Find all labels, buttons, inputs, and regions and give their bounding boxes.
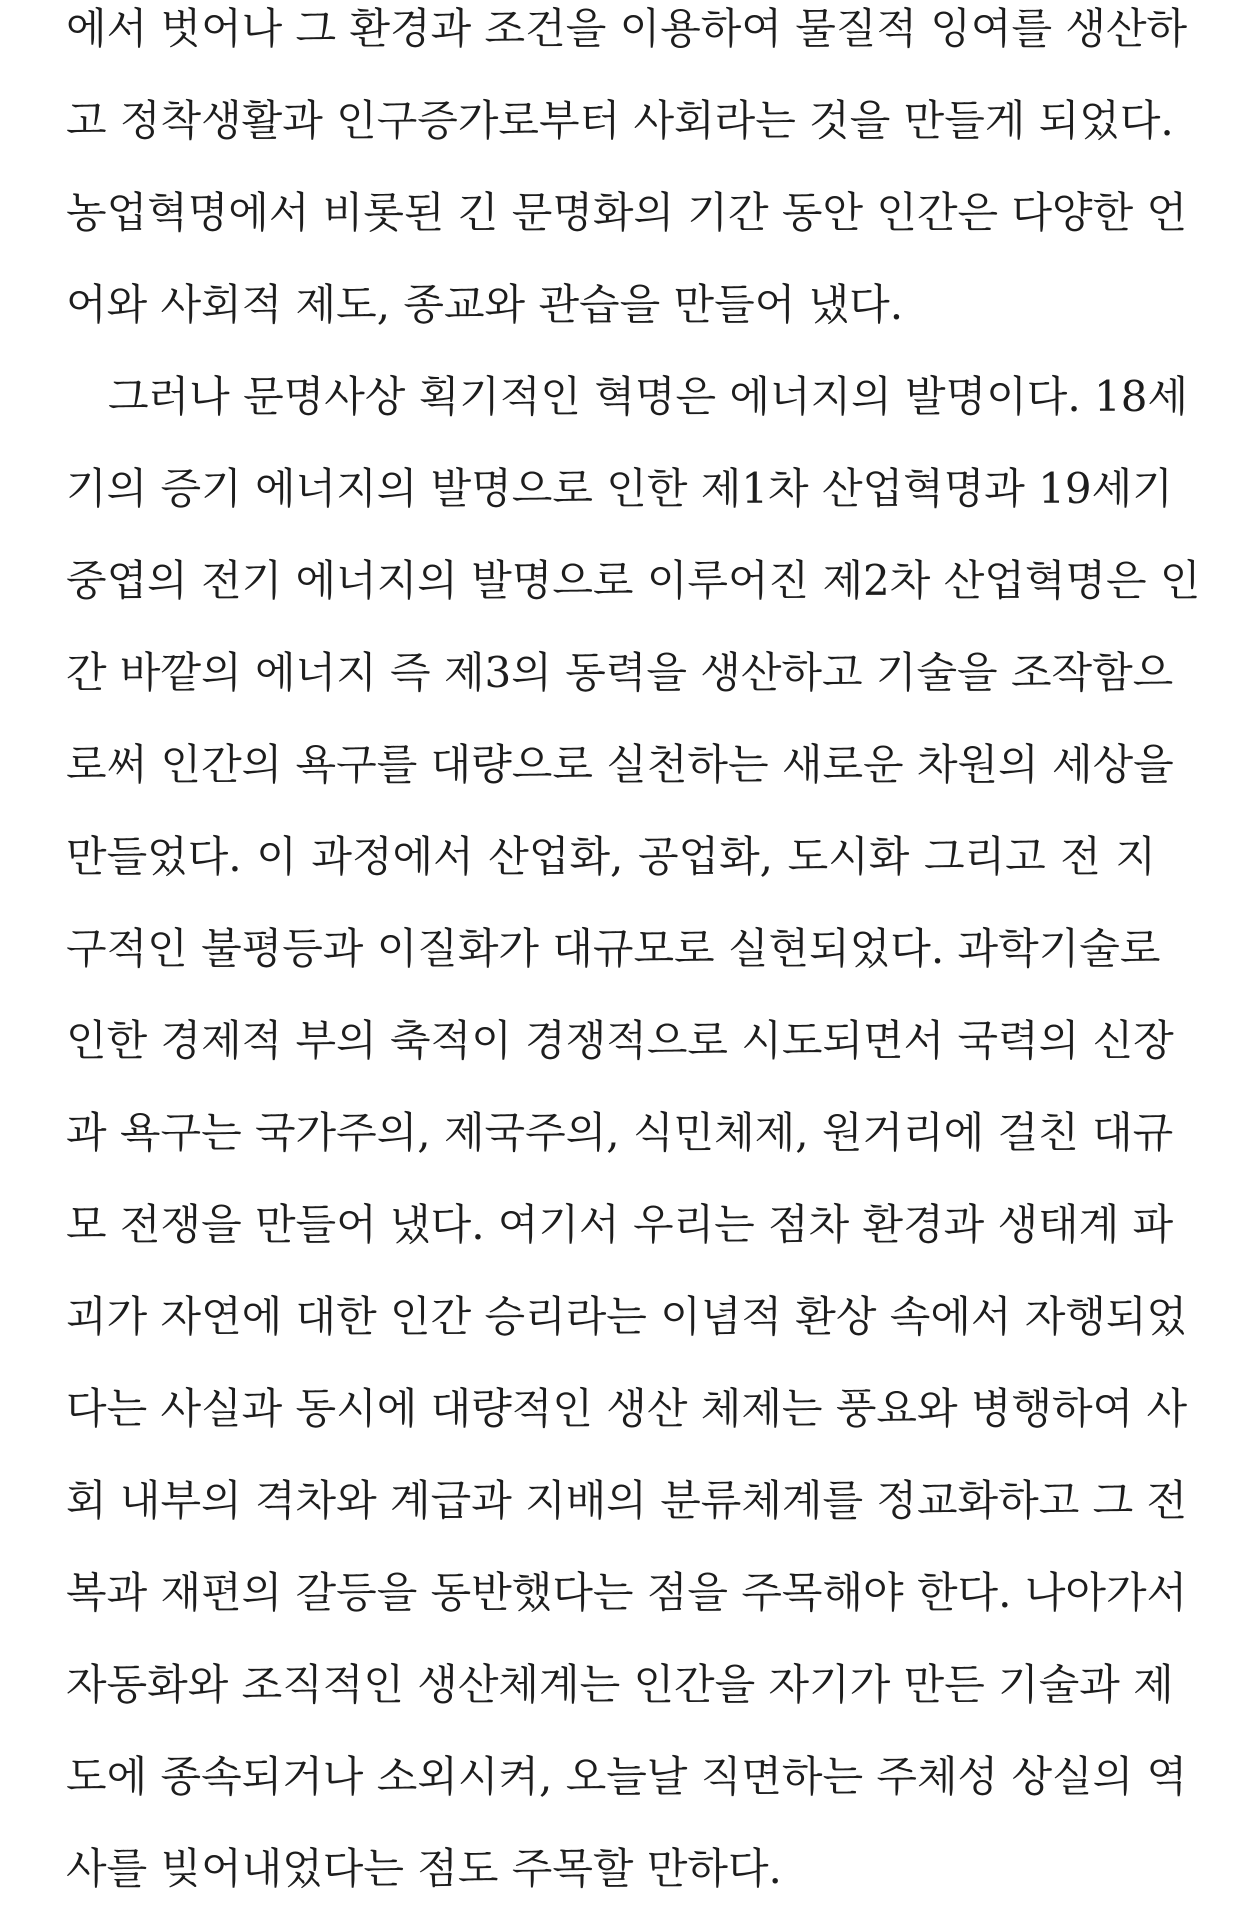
text-line-7: 중엽의 전기 에너지의 발명으로 이루어진 제2차 산업혁명은 인 [66,556,1201,605]
text-line-6: 기의 증기 에너지의 발명으로 인한 제1차 산업혁명과 19세기 [66,464,1173,513]
text-line-17: 회 내부의 격차와 계급과 지배의 분류체계를 정교화하고 그 전 [66,1476,1188,1525]
text-line-10: 만들었다. 이 과정에서 산업화, 공업화, 도시화 그리고 전 지 [66,832,1156,881]
text-line-14: 모 전쟁을 만들어 냈다. 여기서 우리는 점차 환경과 생태계 파 [66,1200,1174,1249]
text-line-5: 그러나 문명사상 획기적인 혁명은 에너지의 발명이다. 18세 [108,372,1189,421]
body-text [66,0,1201,1932]
text-line-15: 괴가 자연에 대한 인간 승리라는 이념적 환상 속에서 자행되었 [66,1292,1188,1341]
text-line-19: 자동화와 조직적인 생산체계는 인간을 자기가 만든 기술과 제 [66,1660,1174,1709]
text-line-13: 과 욕구는 국가주의, 제국주의, 식민체제, 원거리에 걸친 대규 [66,1108,1174,1157]
text-line-11: 구적인 불평등과 이질화가 대규모로 실현되었다. 과학기술로 [66,924,1161,973]
text-line-3: 농업혁명에서 비롯된 긴 문명화의 기간 동안 인간은 다양한 언 [66,188,1188,237]
text-line-21: 사를 빚어내었다는 점도 주목할 만하다. [66,1844,782,1893]
text-line-2: 고 정착생활과 인구증가로부터 사회라는 것을 만들게 되었다. [66,96,1174,145]
text-line-1: 에서 벗어나 그 환경과 조건을 이용하여 물질적 잉여를 생산하 [66,4,1188,53]
text-line-18: 복과 재편의 갈등을 동반했다는 점을 주목해야 한다. 나아가서 [66,1568,1188,1617]
text-line-9: 로써 인간의 욕구를 대량으로 실천하는 새로운 차원의 세상을 [66,740,1174,789]
text-line-16: 다는 사실과 동시에 대량적인 생산 체제는 풍요와 병행하여 사 [66,1384,1188,1433]
text-line-4: 어와 사회적 제도, 종교와 관습을 만들어 냈다. [66,280,904,329]
text-line-8: 간 바깥의 에너지 즉 제3의 동력을 생산하고 기술을 조작함으 [66,648,1174,697]
text-line-20: 도에 종속되거나 소외시켜, 오늘날 직면하는 주체성 상실의 역 [66,1752,1188,1801]
text-line-12: 인한 경제적 부의 축적이 경쟁적으로 시도되면서 국력의 신장 [66,1016,1174,1065]
